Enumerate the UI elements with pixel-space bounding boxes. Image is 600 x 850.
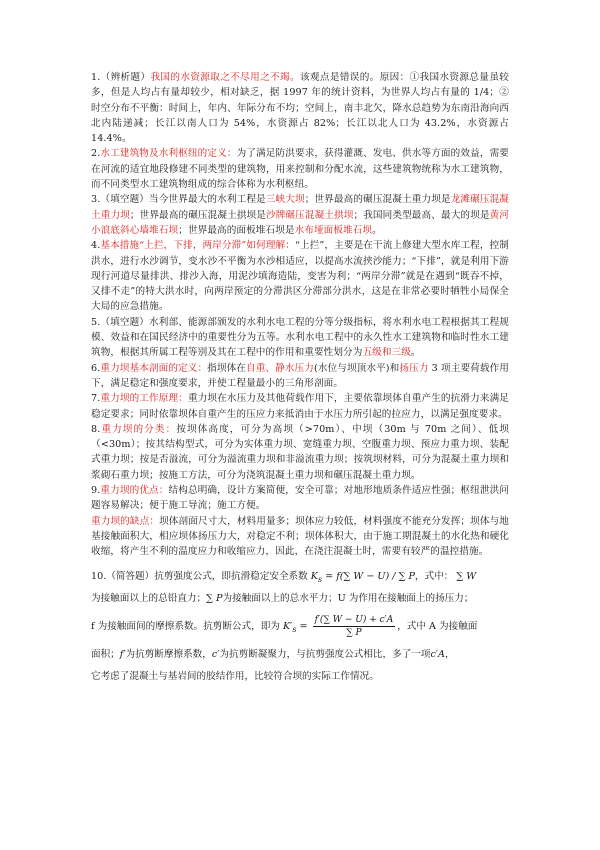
p3-text-1: 3.（填空题）当今世界最大的水利工程是 — [91, 194, 266, 206]
p3-answer-1: 三峡大坝 — [265, 194, 305, 206]
p9-lead: 9. — [91, 485, 101, 497]
k-subscript: s — [317, 574, 323, 584]
paragraph-4 — [91, 238, 509, 314]
p10-text-2: ，式中： — [414, 570, 454, 582]
p2-lead: 2. — [91, 148, 101, 160]
f-prime-symbol: f′ — [119, 648, 126, 660]
p9b-body: 坝体剖面尺寸大，材料用量多；坝体应力较低，材料强度不能充分发挥；坝体与地基接触面积大，相应坝体扬压力大，对稳定不利；坝体体积大，由于施工期混凝土的水化热和硬化收缩，将产生不利的温度应力和收缩应力，因此，在浇注混凝土时，需要有较严的温控措施。 — [91, 515, 509, 558]
p10-line-4 — [91, 644, 509, 666]
p8-lead: 8. — [91, 423, 101, 435]
paragraph-7 — [91, 391, 509, 422]
p6-answer-2: 扬压力 — [399, 362, 429, 374]
p9-body: 结构总明确，设计方案简便，安全可靠；对地形地质条件适应性强；枢纽泄洪问题容易解决；便于施工导流；施工方便。 — [91, 485, 510, 512]
paragraph-1 — [91, 70, 509, 146]
p3-text-4: ；我国同类型最高、最大的坝是 — [353, 209, 490, 221]
p10-text-3: 为接触面以上的总铅直力； — [91, 592, 207, 604]
p2-highlight: 水工建筑物及水利枢纽的定义： — [100, 148, 237, 160]
p4-highlight: 基本措施“上拦，下排，两岸分滞”如何理解： — [100, 240, 295, 252]
p10-line-2 — [91, 588, 509, 610]
p10-text-11: 它考虑了混凝土与基岩间的胶结作用，比较符合坝的实际工作情况。 — [91, 670, 379, 682]
c-prime-a-symbol: c′A — [430, 648, 445, 660]
paragraph-5 — [91, 315, 509, 361]
p10-line-5 — [91, 666, 509, 688]
document-page — [91, 70, 509, 688]
p3-text-6: 。 — [372, 224, 382, 236]
p6-lead: 6. — [91, 362, 101, 374]
p10-text-6: ，式中 A 为接触面 — [397, 620, 478, 632]
safety-factor-formula — [311, 571, 415, 582]
k-symbol: K — [310, 570, 318, 582]
p10-text-9: 为抗剪断凝聚力，与抗剪强度公式相比，多了一项 — [219, 648, 431, 660]
p1-lead: 1.（辨析题） — [91, 72, 151, 83]
paragraph-3 — [91, 192, 509, 238]
p1-highlight: 我国的水资源取之不尽用之不竭。 — [150, 72, 300, 83]
p4-lead: 4. — [91, 240, 101, 252]
p3-answer-2: 龙滩碾压混凝土重力坝 — [91, 194, 509, 221]
shear-fraction — [313, 614, 396, 639]
p3-text-2: ；世界最高的碾压混凝土重力坝是 — [304, 194, 451, 206]
p10-text-4: 为接触面以上的总水平力；U 为作用在接触面上的扬压力； — [222, 592, 474, 604]
p10-text-10: ， — [444, 648, 455, 660]
p9b-highlight: 重力坝的缺点： — [91, 515, 160, 527]
p3-answer-3: 沙牌碾压混凝土拱坝 — [265, 209, 354, 221]
paragraph-6 — [91, 361, 509, 392]
p10-text-1: 10.（简答题）抗剪强度公式，即抗滑稳定安全系数 — [91, 570, 308, 582]
p3-text-5: ；世界最高的面板堆石坝是 — [178, 224, 295, 236]
fraction-numerator: f′(∑ W − U) + c′A — [314, 614, 394, 625]
p5-text-1: 5.（填空题）水利部、能源部颁发的水利水电工程的分等分级指标，将水利水电工程根据其工程规模、效益和在国民经济中的重要性分为五等。水利水电工程中的永久性水工建筑物和临时性水工建筑物，根据其所属工程等别及其在工程中的作用和重要性划分为 — [91, 316, 509, 359]
k-prime-symbol: K′ — [282, 620, 293, 632]
p1-body: 该观点是错误的。原因：①我国水资源总量虽较多，但是人均占有量却较少，相对缺乏，据 1997 年的统计资料，为世界人均占有量的 1/4；②时空分布不平衡：时间上，年内、年际分布不均；空间上，南丰北欠，降水总趋势为东南沿海向西北内陆递减；长江以南人口为 54%，水资源占 82%；长江以北人口为 43.2%，水资源占 14.4%。 — [91, 72, 509, 145]
p3-answer-5: 水布垭面板堆石坝 — [294, 224, 373, 236]
p10-text-7: 面积； — [91, 648, 120, 660]
p6-text-1: 指坝体在 — [207, 362, 247, 374]
paragraph-9 — [91, 483, 509, 514]
p7-lead: 7. — [91, 393, 101, 405]
p6-highlight: 重力坝基本剖面的定义： — [100, 362, 208, 374]
fraction-denominator: ∑ P — [346, 627, 362, 638]
p10-text-8: 为抗剪断摩擦系数， — [125, 648, 212, 660]
p10-text-5: f 为接触面间的摩擦系数。抗剪断公式，即为 — [91, 620, 280, 632]
p8-highlight: 重力坝的分类： — [100, 423, 177, 435]
p10-line-3 — [91, 610, 509, 644]
p7-body: 重力坝在水压力及其他荷载作用下，主要依靠坝体自重产生的抗滑力来满足稳定要求；同时依靠坝体自重产生的压应力来抵消由于水压力所引起的拉应力，以满足强度要求。 — [91, 393, 509, 420]
formula-body: = f(∑ W − U) / ∑ P — [322, 570, 415, 582]
sum-w-symbol: ∑ W — [456, 570, 477, 582]
p3-answer-4: 黄河小浪底斜心墙堆石坝 — [91, 209, 509, 236]
p6-text-2: (水位与坝顶水平)和 — [313, 362, 400, 374]
k-prime-subscript: s — [292, 624, 297, 634]
sum-p-symbol: ∑ P — [206, 592, 223, 604]
equals-sign: = — [296, 620, 311, 632]
paragraph-9b — [91, 514, 509, 560]
p5-text-2: 。 — [410, 347, 421, 359]
p2-body: 为了满足防洪要求，获得灌溉、发电、供水等方面的效益，需要在河流的适宜地段修建不同类型的建筑物，用来控制和分配水流，这些建筑物统称为水工建筑物，而不同类型水工建筑物组成的综合体称为水利枢纽。 — [91, 148, 509, 191]
p4-body: “上拦”，主要是在干流上修建大型水库工程，控制洪水，进行水沙调节，变水沙不平衡为水沙相适应，以提高水流挟沙能力；“下排”，就是利用下游现行河道尽量排洪、排沙入海，用泥沙填海造陆，变害为利；“两岸分滞”就是在遇到“既吞不掉，又排不走”的特大洪水时，向两岸预定的分滞洪区分滞部分洪水，这是在非常必要时牺牲小局保全大局的应急措施。 — [91, 240, 509, 313]
p8-body: 按坝体高度，可分为高坝（>70m）、中坝（30m 与 70m 之间）、低坝（<30m）；按其结构型式，可分为实体重力坝、宽缝重力坝、空腹重力坝、预应力重力坝、装配式重力坝；按是否溢流，可分为溢流重力坝和非溢流重力坝；按筑坝材料，可分为混凝土重力坝和浆砌石重力坝；按施工方法，可分为浇筑混凝土重力坝和碾压混凝土重力坝。 — [91, 423, 510, 481]
c-prime-symbol: c′ — [211, 648, 220, 660]
p6-answer-1: 自重、静水压力 — [246, 362, 314, 374]
p5-answer: 五级和三级 — [362, 347, 411, 359]
paragraph-10 — [91, 566, 509, 688]
paragraph-8 — [91, 422, 509, 483]
paragraph-2 — [91, 146, 509, 192]
p6-text-3: 3 项主要荷载作用下，满足稳定和强度要求，并使工程量最小的三角形剖面。 — [91, 362, 509, 389]
p10-line-1 — [91, 566, 509, 588]
p7-highlight: 重力坝的工作原理： — [100, 393, 188, 405]
p9-highlight: 重力坝的优点： — [100, 485, 169, 497]
p3-text-3: ；世界最高的碾压混凝土拱坝是 — [129, 209, 266, 221]
